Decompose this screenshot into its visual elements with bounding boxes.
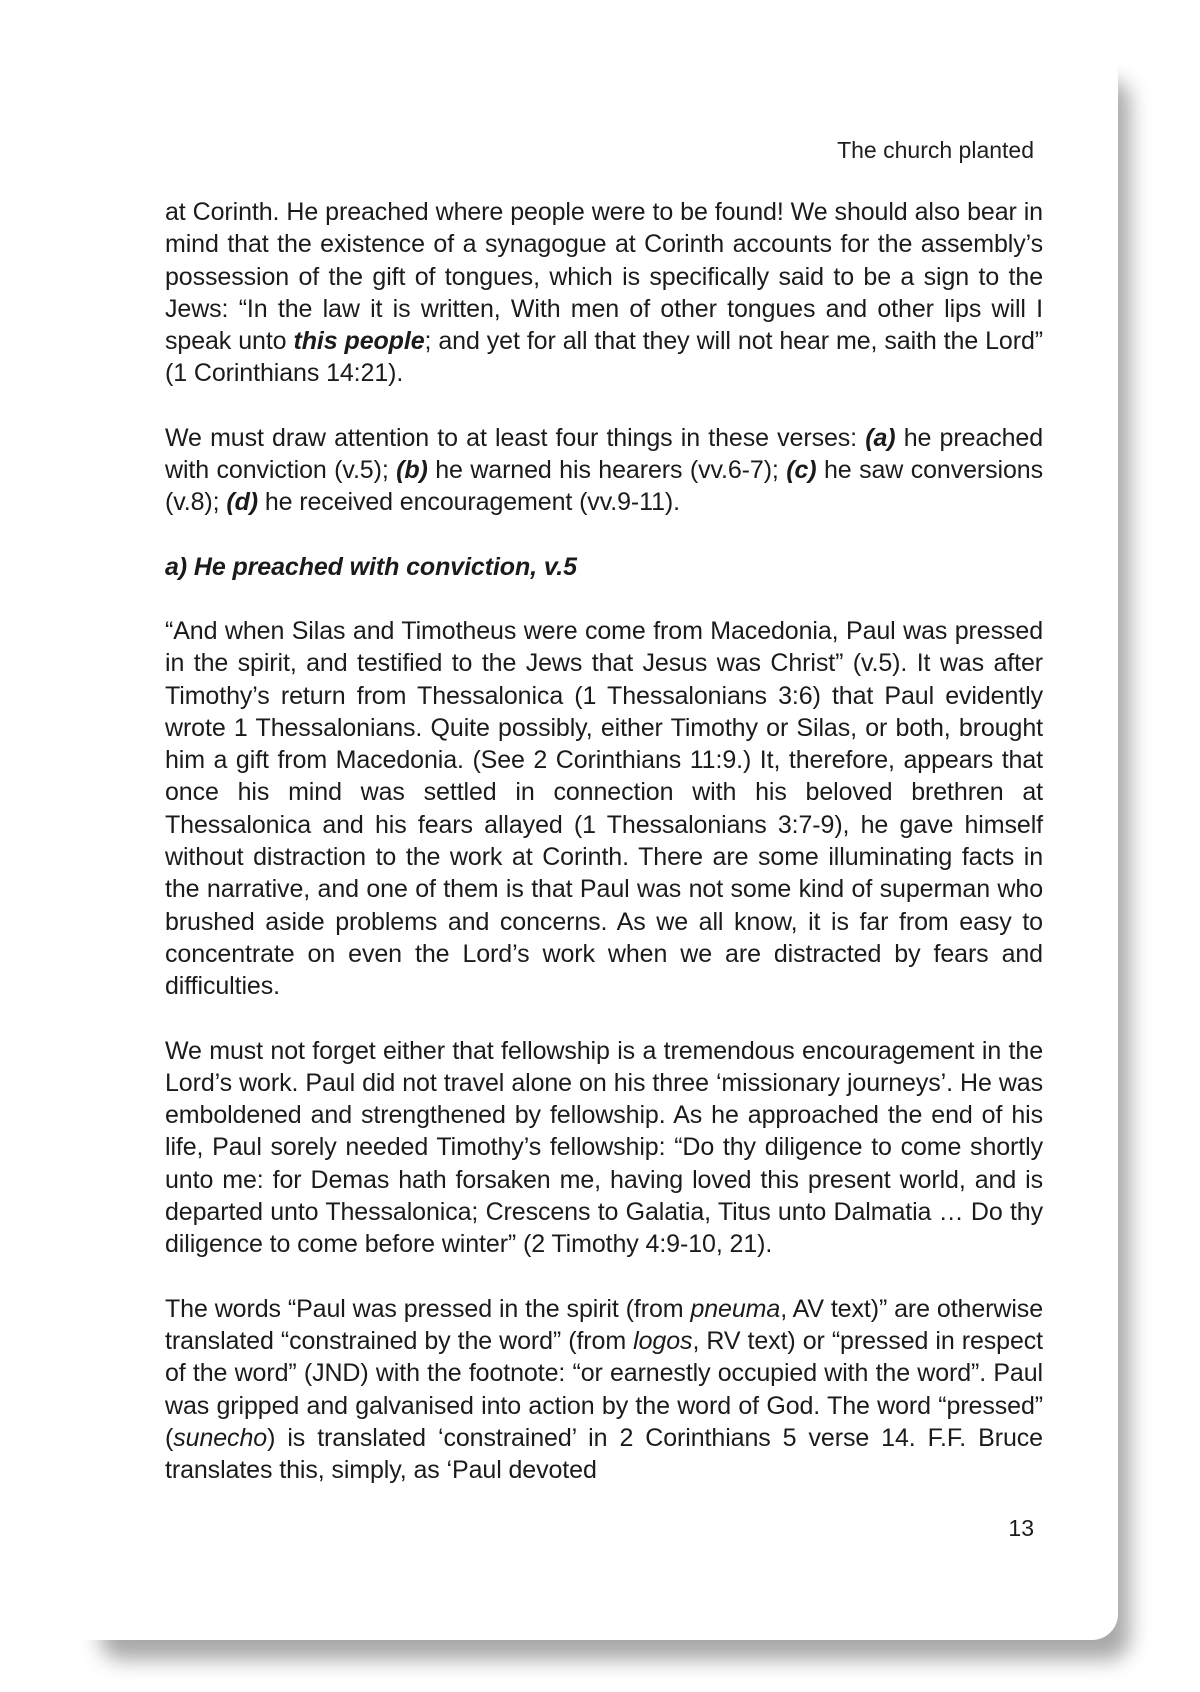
list-marker-a: (a): [865, 423, 896, 452]
text-span: , RV text) or “pressed in respect of the word” (JND) with the footnote: “or earnestly occupied with the word”. Paul was gripped and galvanised into action by the word of God. The word “pressed” (: [165, 1326, 1044, 1452]
page-body: [165, 196, 1043, 1518]
paragraph-2: [165, 422, 1043, 519]
italic-pneuma: pneuma: [690, 1294, 781, 1323]
italic-sunecho: sunecho: [173, 1423, 268, 1452]
text-span: , AV text)” are otherwise translated “constrained by the word” (from: [165, 1294, 1043, 1355]
text-span: ) is translated ‘constrained’ in 2 Corinthians 5 verse 14. F.F. Bruce translates this, simply, as ‘Paul devoted: [165, 1423, 1043, 1485]
list-marker-c: (c): [786, 456, 817, 485]
paragraph-1: [165, 196, 1043, 390]
list-marker-b: (b): [396, 456, 428, 485]
text-span: he preached with conviction (v.5);: [165, 423, 1044, 485]
section-subheading: a) He preached with conviction, v.5: [165, 552, 577, 581]
paragraph-4: We must not forget either that fellowship is a tremendous encouragement in the Lord’s work. Paul did not travel alone on his three ‘missionary journeys’. He was emboldened and strengthened by fellowship. As he approached the end of his life, Paul sorely needed Timothy’s fellowship: “Do thy diligence to come shortly unto me: for Demas hath forsaken me, having loved this present world, and is departed unto Thessalonica; Crescens to Galatia, Titus unto Dalmatia … Do thy diligence to come before winter” (2 Timothy 4:9-10, 21).: [165, 1036, 1043, 1259]
italic-logos: logos: [633, 1326, 693, 1355]
list-marker-d: (d): [226, 488, 258, 517]
page-number: 13: [1008, 1515, 1034, 1541]
text-span: he saw conversions (v.8);: [165, 456, 1043, 517]
text-span: We must draw attention to at least four things in these verses:: [165, 423, 866, 452]
paragraph-3: “And when Silas and Timotheus were come from Macedonia, Paul was pressed in the spirit, and testified to the Jews that Jesus was Christ” (v.5). It was after Timothy’s return from Thessalonica (1 Thessalonians 3:6) that Paul evidently wrote 1 Thessalonians. Quite possibly, either Timothy or Silas, or both, brought him a gift from Macedonia. (See 2 Corinthians 11:9.) It, therefore, appears that once his mind was settled in connection with his beloved brethren at Thessalonica and his fears allayed (1 Thessalonians 3:7-9), he gave himself without distraction to the work at Corinth. There are some illuminating facts in the narrative, and one of them is that Paul was not some kind of superman who brushed aside problems and concerns. As we all know, it is far from easy to concentrate on even the Lord’s work when we are distracted by fears and difficulties.: [165, 616, 1043, 1001]
text-span: he received encouragement (vv.9-11).: [257, 488, 680, 517]
text-span: The words “Paul was pressed in the spirit (from: [165, 1294, 691, 1323]
running-head: The church planted: [837, 137, 1034, 163]
paragraph-5: [165, 1293, 1043, 1487]
text-span: ; and yet for all that they will not hear me, saith the Lord” (1 Corinthians 14:21).: [165, 327, 1043, 388]
text-span: he warned his hearers (vv.6-7);: [427, 456, 787, 485]
text-span: at Corinth. He preached where people were to be found! We should also bear in mind that the existence of a synagogue at Corinth accounts for the assembly’s possession of the gift of tongues, which is specifically said to be a sign to the Jews: “In the law it is written, With men of other tongues and other lips will I speak unto: [165, 198, 1043, 356]
emphasis-this-people: this people: [293, 327, 425, 356]
